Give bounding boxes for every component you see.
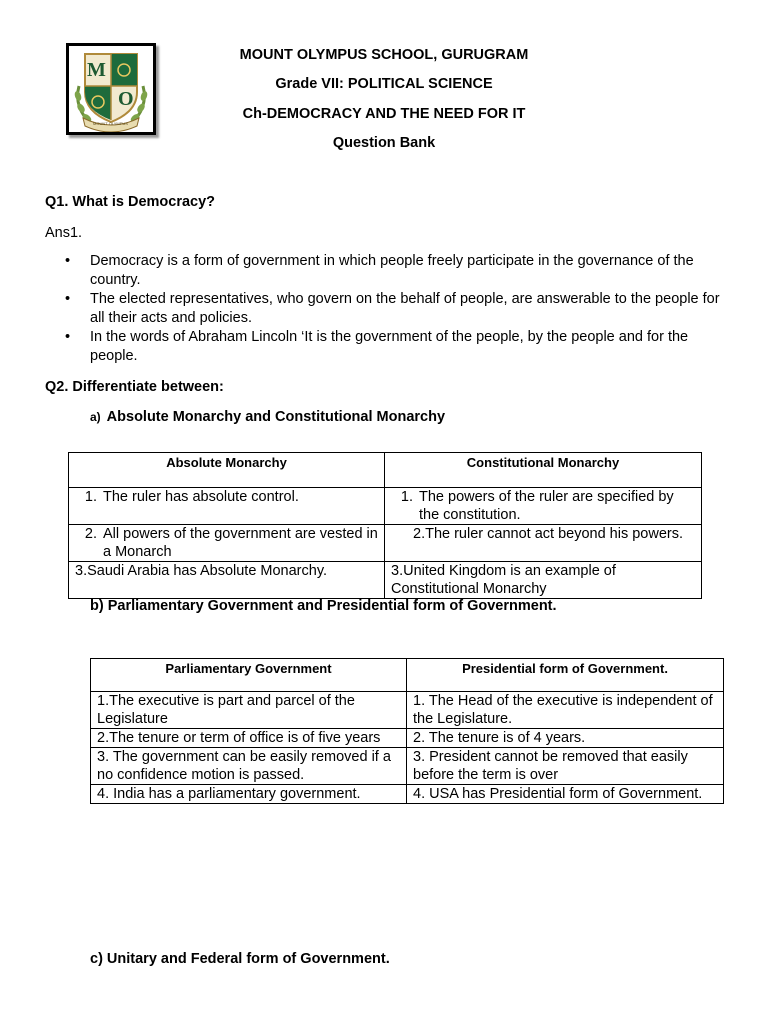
cell-text: The ruler has absolute control. [103, 489, 299, 505]
government-comparison-table [90, 658, 724, 804]
subheading-a-marker: a) [90, 410, 101, 424]
table-row [69, 525, 702, 562]
table-cell: 2.The tenure or term of office is of five years [91, 729, 407, 748]
list-item: • The elected representatives, who govern on the behalf of people, are answerable to the people for all their acts and policies. [45, 290, 735, 328]
table-row [91, 692, 724, 729]
table-cell: 2. The tenure is of 4 years. [407, 729, 724, 748]
table-cell: 1. The Head of the executive is independent of the Legislature. [407, 692, 724, 729]
list-number: 1. [400, 489, 413, 505]
chapter-title: Ch-DEMOCRACY AND THE NEED FOR IT [242, 106, 526, 122]
table-cell: 3. The government can be easily removed if a no confidence motion is passed. [91, 748, 407, 785]
grade-subject: Grade VII: POLITICAL SCIENCE [275, 76, 493, 92]
table-row [69, 562, 702, 599]
question-2: Q2. Differentiate between: [45, 379, 224, 395]
table-header-row [91, 659, 724, 692]
subheading-a-title: Absolute Monarchy and Constitutional Monarchy [106, 409, 446, 425]
table-cell: 4. USA has Presidential form of Government. [407, 785, 724, 804]
list-number: 2. [84, 526, 97, 542]
logo-ribbon-text: MOUNT OLYMPUS [93, 121, 128, 126]
table-cell [385, 525, 702, 562]
table-cell [385, 488, 702, 525]
list-number: 1. [84, 489, 97, 505]
cell-text: The powers of the ruler are specified by the constitution. [419, 489, 674, 523]
cell-text: 2.The ruler cannot act beyond his powers. [413, 526, 684, 542]
table-header-row [69, 453, 702, 488]
table-cell: 3.United Kingdom is an example of Constitutional Monarchy [385, 562, 702, 599]
table-cell [69, 488, 385, 525]
table-cell [69, 525, 385, 562]
cell-text: All powers of the government are vested in a Monarch [103, 526, 378, 560]
table-row [91, 729, 724, 748]
table-cell: 3.Saudi Arabia has Absolute Monarchy. [69, 562, 385, 599]
table-cell: 1.The executive is part and parcel of the Legislature [91, 692, 407, 729]
document-type: Question Bank [332, 135, 436, 151]
table-row [69, 488, 702, 525]
column-header: Presidential form of Government. [407, 659, 724, 692]
list-item: • Democracy is a form of government in which people freely participate in the governance of the country. [45, 252, 735, 290]
list-item: • In the words of Abraham Lincoln ‘It is the government of the people, by the people and for the people. [45, 328, 735, 366]
table-row [91, 748, 724, 785]
subheading-a [90, 409, 445, 425]
answer-1-label: Ans1. [45, 225, 83, 241]
table-cell: 4. India has a parliamentary government. [91, 785, 407, 804]
school-logo [66, 43, 156, 135]
column-header: Absolute Monarchy [69, 453, 385, 488]
monarchy-comparison-table [68, 452, 702, 599]
school-name: MOUNT OLYMPUS SCHOOL, GURUGRAM [239, 47, 529, 63]
table-row [91, 785, 724, 804]
subheading-c: c) Unitary and Federal form of Government. [90, 951, 390, 967]
answer-1-bullets [45, 252, 735, 366]
subheading-b: b) Parliamentary Government and Presidential form of Government. [90, 598, 557, 614]
column-header: Parliamentary Government [91, 659, 407, 692]
table-cell: 3. President cannot be removed that easily before the term is over [407, 748, 724, 785]
school-crest-icon [69, 46, 153, 132]
column-header: Constitutional Monarchy [385, 453, 702, 488]
question-1: Q1. What is Democracy? [45, 194, 216, 210]
logo-letter-o: O [118, 88, 134, 110]
logo-letter-m: M [87, 59, 106, 81]
